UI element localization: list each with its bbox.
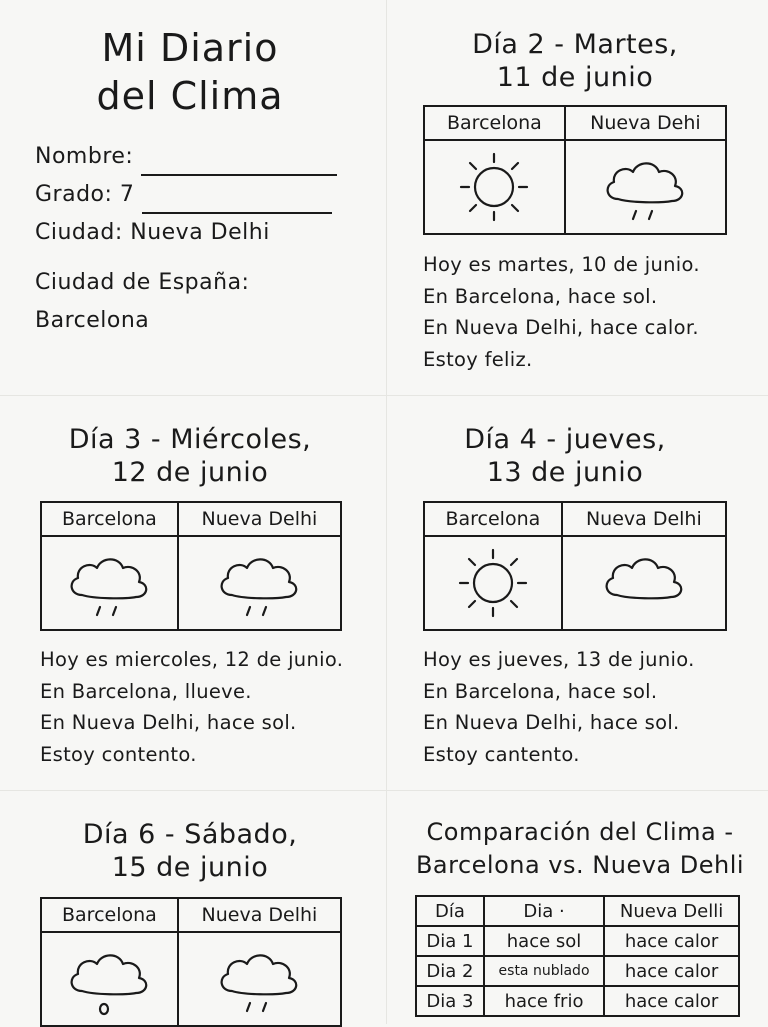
ciudad-row [35,214,355,252]
weather-cell [41,536,178,630]
day4-weather-table [423,501,727,631]
day-title-line: 13 de junio [486,457,644,488]
rain-cloud-icon [64,941,154,1017]
title-line: del Clima [96,74,284,118]
city-header: Nueva Dehi [565,106,726,140]
note-line: Hoy es miercoles, 12 de junio. [40,648,344,671]
table-cell: hace sol [484,926,604,956]
day4-notes [423,644,695,770]
table-row [416,956,739,986]
city-header: Nueva Delhi [178,898,341,932]
day-title-line: 15 de junio [111,852,269,883]
column-divider [386,0,387,1024]
note-line: En Nueva Delhi, hace sol. [423,711,680,734]
day-title-line: Día 4 - jueves, [464,424,666,455]
ciudad-espana-row [35,264,355,302]
note-line: Hoy es martes, 10 de junio. [423,253,700,276]
column-header: Día [416,896,484,926]
sun-icon [448,545,538,621]
day-title-line: 11 de junio [496,62,654,93]
city-header: Nueva Delhi [562,502,726,536]
rain-cloud-icon [600,149,690,225]
ciudad-label: Ciudad: Nueva Delhi [35,220,270,245]
note-line: Estoy contento. [40,742,197,766]
rain-cloud-icon [214,941,304,1017]
city-header: Barcelona [424,106,565,140]
note-line: En Barcelona, hace sol. [423,679,658,703]
sun-icon [449,149,539,225]
city-header: Barcelona [41,502,178,536]
title-line: Mi Diario [101,26,279,70]
weather-cell [565,140,726,234]
note-line: Hoy es jueves, 13 de junio. [423,648,695,671]
note-line: En Nueva Delhi, hace sol. [40,711,297,734]
row-divider [0,790,768,791]
weather-cell [178,536,341,630]
student-form [35,138,355,340]
row-divider [0,395,768,396]
note-line: Estoy feliz. [423,347,533,371]
day-title-line: Día 3 - Miércoles, [68,424,312,455]
column-header: Nueva Delli [604,896,739,926]
weather-cell [562,536,726,630]
cover-section [30,24,350,120]
ciudad-espana-value: Barcelona [35,308,150,333]
comparison-table [415,895,740,1017]
rain-cloud-icon [214,545,304,621]
city-header: Barcelona [41,898,178,932]
cloud-icon [599,545,689,621]
note-line: Estoy cantento. [423,742,580,766]
day2-title [400,28,750,94]
day-title-line: 12 de junio [111,457,269,488]
table-row [416,926,739,956]
table-cell: hace calor [604,926,739,956]
day3-title [15,423,365,489]
day3-weather-table [40,501,342,631]
table-cell: esta nublado [484,956,604,986]
rain-cloud-icon [64,545,154,621]
day-title-line: Día 6 - Sábado, [82,819,298,850]
table-cell: hace frio [484,986,604,1016]
weather-cell [424,536,562,630]
note-line: En Nueva Delhi, hace calor. [423,316,699,339]
table-cell: Dia 3 [416,986,484,1016]
city-header: Nueva Delhi [178,502,341,536]
note-line: En Barcelona, hace sol. [423,284,658,308]
city-header: Barcelona [424,502,562,536]
day2-weather-table [423,105,727,235]
table-cell: Dia 1 [416,926,484,956]
grado-row [35,176,355,214]
day4-title [385,423,745,489]
table-cell: hace calor [604,956,739,986]
column-header: Dia · [484,896,604,926]
note-line: En Barcelona, llueve. [40,679,252,703]
comparison-title-line: Comparación del Clima - [426,818,734,846]
day6-weather-table [40,897,342,1027]
comparison-title-line: Barcelona vs. Nueva Dehli [415,851,745,879]
grado-label: Grado: 7 [35,182,135,207]
nombre-row [35,138,355,176]
nombre-label: Nombre: [35,144,134,169]
table-cell: hace calor [604,986,739,1016]
weather-cell [178,932,341,1026]
nombre-field[interactable] [141,150,337,176]
day2-notes [423,249,700,375]
weather-cell [424,140,565,234]
grado-field[interactable] [142,188,332,214]
comparison-title [395,816,765,882]
table-header-row [416,896,739,926]
day3-notes [40,644,343,770]
table-row [416,986,739,1016]
table-cell: Dia 2 [416,956,484,986]
day-title-line: Día 2 - Martes, [472,29,678,60]
ciudad-espana-label: Ciudad de España: [35,270,250,295]
diary-title [30,24,350,120]
ciudad-espana-value-row [35,302,355,340]
weather-cell [41,932,178,1026]
day6-title [15,818,365,884]
